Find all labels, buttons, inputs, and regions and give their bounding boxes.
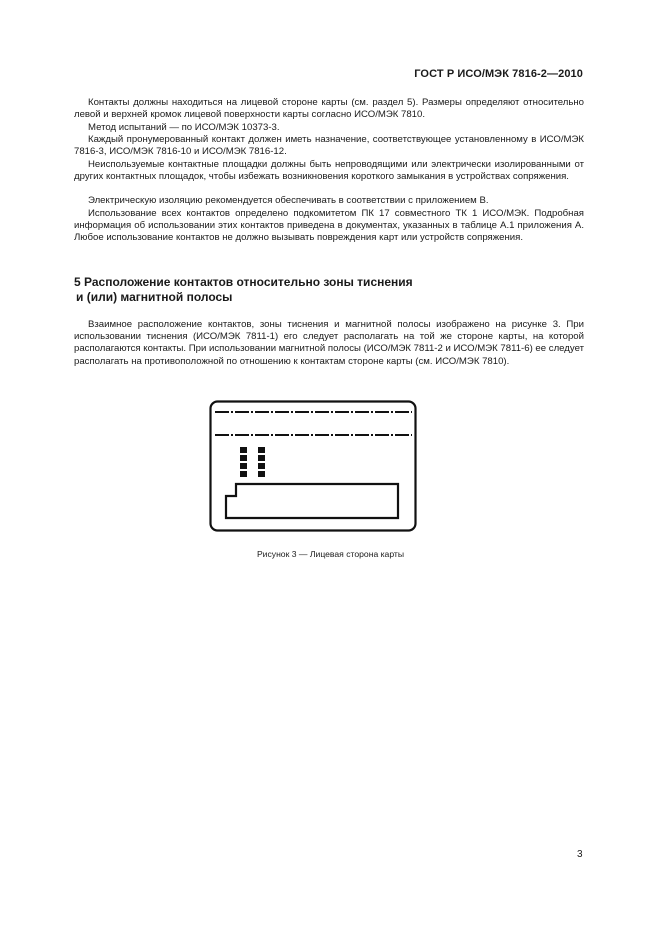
contacts-group	[240, 447, 265, 477]
contact-pad	[258, 471, 265, 477]
page-number: 3	[577, 849, 583, 860]
paragraph-contacts-usage: Использование всех контактов определено подкомитетом ПК 17 совместного ТК 1 ИСО/МЭК. Подробная информация об использовании этих контактов приведена в документах, указанных в таблице А.1 приложения А. Любое использование контактов не должно вызывать повреждения карт или устройств сопряжения.	[74, 208, 584, 244]
paragraph-section5: Взаимное расположение контактов, зоны тиснения и магнитной полосы изображено на рисунке 3. При использовании тиснения (ИСО/МЭК 7811-1) его следует располагать на той же стороне карты, на которой располагаются контакты. При использовании магнитной полосы (ИСО/МЭК 7811-2 и ИСО/МЭК 7811-6) ее следует располагать на противоположной по отношению к контактам стороне карты (см. ИСО/МЭК 7810).	[74, 319, 584, 367]
contact-pad	[258, 447, 265, 453]
paragraph-test-method: Метод испытаний — по ИСО/МЭК 10373-3.	[88, 122, 280, 133]
section-title-line1: 5 Расположение контактов относительно зоны тиснения	[74, 275, 413, 289]
embossing-area	[226, 484, 398, 518]
paragraph-contacts-location: Контакты должны находиться на лицевой стороне карты (см. раздел 5). Размеры определяют относительно левой и верхней кромок лицевой поверхности карты согласно ИСО/МЭК 7810.	[74, 97, 584, 121]
contact-pad	[240, 463, 247, 469]
paragraph-unused-contacts: Неиспользуемые контактные площадки должны быть непроводящими или электрически изолированными от других контактных площадок, чтобы избежать возникновения короткого замыкания в устройствах сопряжения.	[74, 159, 584, 183]
section-title-line2: и (или) магнитной полосы	[76, 290, 233, 304]
figure-caption: Рисунок 3 — Лицевая сторона карты	[256, 549, 405, 559]
card-front-figure	[209, 400, 417, 532]
section-title	[74, 275, 413, 305]
contact-pad	[258, 455, 265, 461]
contact-pad	[258, 463, 265, 469]
standard-designation: ГОСТ Р ИСО/МЭК 7816-2—2010	[414, 68, 583, 80]
paragraph-numbered-contacts: Каждый пронумерованный контакт должен иметь назначение, соответствующее установленному в ИСО/МЭК 7816-3, ИСО/МЭК 7816-10 и ИСО/МЭК 7816-12.	[74, 134, 584, 158]
contact-pad	[240, 455, 247, 461]
contact-pad	[240, 447, 247, 453]
contact-pad	[240, 471, 247, 477]
paragraph-electrical-isolation: Электрическую изоляцию рекомендуется обеспечивать в соответствии с приложением В.	[88, 195, 489, 206]
